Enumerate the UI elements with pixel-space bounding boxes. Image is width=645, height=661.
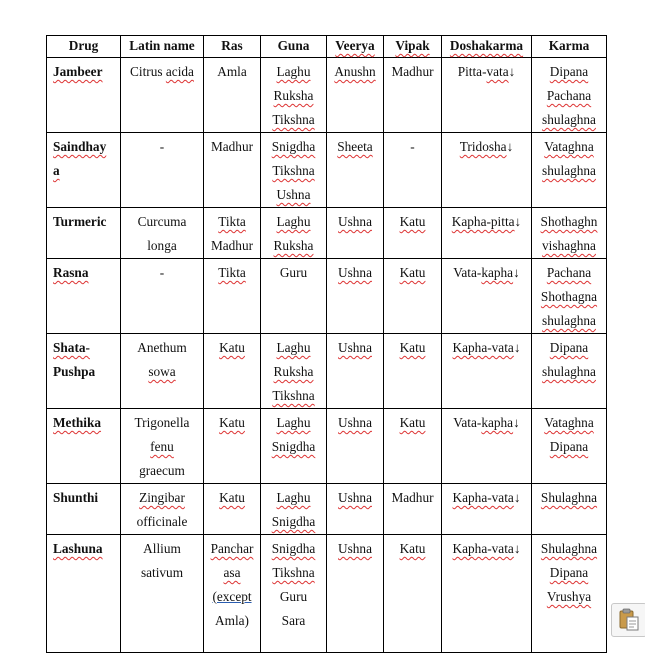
cell-text: Ushna — [338, 541, 372, 556]
cell-dosha — [442, 58, 532, 133]
column-header-label: Karma — [548, 38, 590, 53]
cell-text: Laghu — [276, 64, 311, 79]
drug-properties-table — [46, 35, 607, 653]
cell-latin — [121, 133, 204, 208]
cell-text: Katu — [219, 340, 245, 355]
cell-text: Kapha-vata — [452, 340, 514, 355]
cell-text: Tridosha — [459, 139, 507, 154]
cell-text: ↓ — [513, 490, 521, 505]
cell-text: asa — [223, 565, 241, 580]
table-row — [47, 58, 607, 133]
column-header-label: Guna — [277, 38, 310, 53]
cell-ras — [204, 58, 261, 133]
cell-dosha — [442, 334, 532, 409]
cell-dosha — [442, 208, 532, 259]
cell-text: Shulaghna — [540, 490, 598, 505]
cell-text: Snigdha — [271, 541, 316, 556]
cell-veerya — [327, 409, 384, 484]
cell-text: Ruksha — [273, 364, 314, 379]
cell-text: Katu — [219, 490, 245, 505]
cell-drug — [47, 409, 121, 484]
cell-text: Tikshna — [272, 163, 315, 178]
cell-karma — [532, 133, 607, 208]
cell-drug — [47, 208, 121, 259]
cell-text: Turmeric — [53, 214, 107, 229]
cell-karma — [532, 334, 607, 409]
cell-ras — [204, 409, 261, 484]
cell-vipak — [384, 535, 442, 653]
cell-dosha — [442, 133, 532, 208]
cell-text: - — [410, 139, 415, 154]
cell-text: Madhur — [391, 64, 434, 79]
cell-guna — [261, 409, 327, 484]
column-header-karma — [532, 36, 607, 58]
column-header-dosha — [442, 36, 532, 58]
cell-veerya — [327, 334, 384, 409]
cell-text: Ruksha — [273, 238, 314, 253]
cell-text: - — [159, 139, 165, 154]
cell-text: Shunthi — [53, 490, 99, 505]
cell-text: Curcuma — [137, 214, 187, 229]
cell-vipak — [384, 409, 442, 484]
cell-text: Panchar — [210, 541, 254, 556]
cell-text: Ushna — [338, 490, 372, 505]
cell-text: ↓ — [513, 415, 520, 430]
cell-text: Dipana — [549, 439, 589, 454]
cell-text: Vataghna — [544, 139, 594, 154]
column-header-latin — [121, 36, 204, 58]
cell-text: graecum — [139, 463, 185, 478]
cell-veerya — [327, 58, 384, 133]
cell-text: Jambeer — [53, 64, 103, 79]
table-row — [47, 334, 607, 409]
cell-text: Pachana — [546, 88, 592, 103]
cell-dosha — [442, 484, 532, 535]
cell-text: Tikta — [218, 214, 246, 229]
cell-text: Ushna — [338, 265, 372, 280]
cell-text: sowa — [148, 364, 176, 379]
table-row — [47, 259, 607, 334]
header-row — [47, 36, 607, 58]
cell-text: Shulaghna — [540, 541, 598, 556]
cell-text: Tikshna — [272, 112, 315, 127]
cell-veerya — [327, 484, 384, 535]
table-row — [47, 535, 607, 653]
table-row — [47, 484, 607, 535]
cell-text: kapha — [481, 415, 514, 430]
column-header-vipak — [384, 36, 442, 58]
cell-latin — [121, 259, 204, 334]
cell-text: Katu — [399, 340, 426, 355]
cell-text: Katu — [399, 265, 426, 280]
cell-ras — [204, 208, 261, 259]
cell-text: longa — [147, 238, 177, 253]
cell-text: Kapha-vata — [452, 541, 514, 556]
cell-guna — [261, 133, 327, 208]
cell-text: Snigdha — [271, 139, 316, 154]
cell-guna — [261, 259, 327, 334]
cell-drug — [47, 58, 121, 133]
cell-vipak — [384, 58, 442, 133]
column-header-label: Ras — [221, 38, 243, 53]
cell-text: acida — [165, 64, 194, 79]
cell-guna — [261, 58, 327, 133]
cell-text: sativum — [140, 565, 184, 580]
cell-text: Madhur — [210, 139, 254, 154]
cell-text: Katu — [219, 415, 245, 430]
cell-text[interactable]: (except — [212, 589, 252, 604]
cell-vipak — [384, 484, 442, 535]
table-row — [47, 208, 607, 259]
cell-text: Katu — [399, 415, 426, 430]
cell-text: ↓ — [513, 340, 521, 355]
cell-text: Pachana — [546, 265, 592, 280]
cell-karma — [532, 208, 607, 259]
column-header-guna — [261, 36, 327, 58]
cell-text: Zingibar — [139, 490, 185, 505]
cell-text: Dipana — [549, 64, 589, 79]
cell-text: Trigonella — [134, 415, 190, 430]
cell-text: Dipana — [549, 565, 589, 580]
cell-drug — [47, 484, 121, 535]
cell-text: ↓ — [513, 265, 520, 280]
cell-dosha — [442, 535, 532, 653]
paste-options-button[interactable] — [611, 603, 645, 637]
cell-text: Lashuna — [53, 541, 103, 556]
cell-text: Guru — [279, 265, 308, 280]
cell-text: Ushna — [276, 187, 311, 202]
cell-text: Rasna — [53, 265, 89, 280]
cell-latin — [121, 58, 204, 133]
cell-text: Tikta — [218, 265, 246, 280]
cell-guna — [261, 484, 327, 535]
cell-karma — [532, 58, 607, 133]
cell-text: officinale — [136, 514, 188, 529]
cell-drug — [47, 259, 121, 334]
cell-text: Pushpa — [53, 364, 96, 379]
cell-text: Laghu — [276, 340, 311, 355]
cell-vipak — [384, 259, 442, 334]
column-header-label: Drug — [68, 38, 99, 53]
cell-text: Vataghna — [544, 415, 594, 430]
cell-text: Ushna — [338, 415, 372, 430]
cell-text: Shothagna — [540, 289, 598, 304]
cell-text: Kapha-vata — [452, 490, 514, 505]
cell-text: Anushn — [334, 64, 376, 79]
cell-text: Shata- — [53, 340, 90, 355]
cell-text: Katu — [399, 214, 426, 229]
cell-latin — [121, 484, 204, 535]
cell-text: Snigdha — [271, 439, 316, 454]
cell-ras — [204, 133, 261, 208]
cell-text: Tikshna — [272, 565, 315, 580]
cell-veerya — [327, 259, 384, 334]
cell-text: Madhur — [391, 490, 434, 505]
cell-text: Katu — [399, 541, 426, 556]
cell-text: Ushna — [338, 214, 372, 229]
cell-text: Vata- — [453, 415, 482, 430]
cell-latin — [121, 208, 204, 259]
cell-guna — [261, 334, 327, 409]
cell-dosha — [442, 409, 532, 484]
table-row — [47, 133, 607, 208]
cell-text: Citrus — [130, 64, 166, 79]
cell-karma — [532, 409, 607, 484]
cell-text: Dipana — [549, 340, 589, 355]
cell-latin — [121, 535, 204, 653]
cell-karma — [532, 484, 607, 535]
cell-text: Laghu — [276, 214, 311, 229]
cell-text: Amla — [217, 64, 247, 79]
cell-text: Sheeta — [337, 139, 373, 154]
cell-text: Laghu — [276, 415, 311, 430]
cell-text: - — [159, 265, 165, 280]
cell-text: Vata- — [453, 265, 482, 280]
clipboard-icon — [612, 604, 645, 636]
cell-text: shulaghna — [542, 112, 596, 127]
cell-text: Pitta- — [457, 64, 487, 79]
cell-vipak — [384, 334, 442, 409]
cell-karma — [532, 259, 607, 334]
column-header-label: Vipak — [395, 38, 430, 53]
cell-text: Tikshna — [272, 388, 315, 403]
cell-text: Guru — [279, 589, 308, 604]
cell-text: ↓ — [508, 64, 516, 79]
cell-text: Snigdha — [271, 514, 316, 529]
cell-text: Methika — [53, 415, 102, 430]
cell-ras — [204, 484, 261, 535]
cell-text: Ushna — [338, 340, 372, 355]
cell-dosha — [442, 259, 532, 334]
cell-text: Madhur — [210, 238, 254, 253]
column-header-label: Doshakarma — [449, 38, 524, 53]
cell-vipak — [384, 208, 442, 259]
cell-veerya — [327, 208, 384, 259]
column-header-drug — [47, 36, 121, 58]
cell-text: shulaghna — [542, 313, 596, 328]
cell-drug — [47, 133, 121, 208]
cell-text: ↓ — [506, 139, 514, 154]
cell-veerya — [327, 535, 384, 653]
cell-text: Kapha-pitta — [451, 214, 515, 229]
cell-ras — [204, 259, 261, 334]
cell-text: fenu — [150, 439, 174, 454]
cell-guna — [261, 535, 327, 653]
cell-text: shulaghna — [542, 364, 596, 379]
cell-text: vishaghna — [542, 238, 596, 253]
cell-text: vata — [486, 64, 509, 79]
table-row — [47, 409, 607, 484]
cell-text: ↓ — [514, 214, 522, 229]
cell-text: Vrushya — [546, 589, 592, 604]
cell-text: Anethum — [137, 340, 187, 355]
cell-latin — [121, 334, 204, 409]
cell-ras — [204, 334, 261, 409]
cell-vipak — [384, 133, 442, 208]
column-header-label: Veerya — [335, 38, 375, 53]
cell-text: Laghu — [276, 490, 311, 505]
column-header-label: Latin name — [129, 38, 195, 53]
cell-text: Shothaghn — [540, 214, 598, 229]
cell-text: ↓ — [513, 541, 521, 556]
cell-latin — [121, 409, 204, 484]
cell-drug — [47, 535, 121, 653]
cell-text: shulaghna — [542, 163, 596, 178]
cell-text: Amla) — [215, 613, 249, 628]
cell-ras — [204, 535, 261, 653]
cell-text: Allium — [143, 541, 181, 556]
cell-drug — [47, 334, 121, 409]
cell-text: Ruksha — [273, 88, 314, 103]
cell-text: Saindhay — [53, 139, 107, 154]
column-header-ras — [204, 36, 261, 58]
cell-veerya — [327, 133, 384, 208]
column-header-veerya — [327, 36, 384, 58]
cell-guna — [261, 208, 327, 259]
cell-karma — [532, 535, 607, 653]
cell-text: a — [53, 163, 60, 178]
cell-text: kapha — [481, 265, 514, 280]
cell-text: Sara — [281, 613, 306, 628]
